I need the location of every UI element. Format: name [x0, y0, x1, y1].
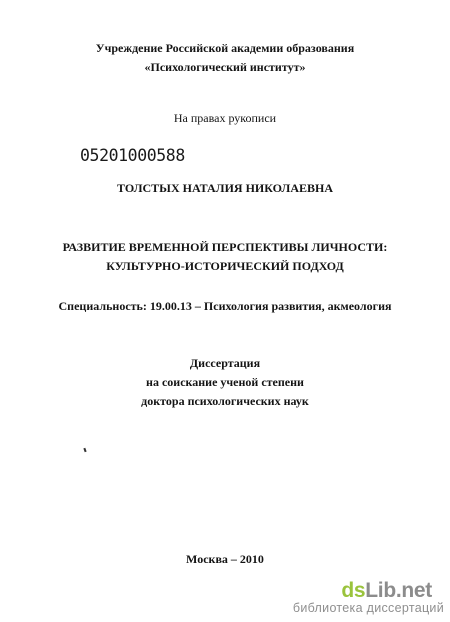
- registration-number: 05201000588: [80, 146, 185, 165]
- specialty-value: 19.00.13 – Психология развития, акмеология: [149, 299, 392, 313]
- institution-name: Учреждение Российской академии образования: [95, 41, 355, 55]
- specialty-label: Специальность:: [58, 299, 147, 313]
- author-name: ТОЛСТЫХ НАТАЛИЯ НИКОЛАЕВНА: [116, 181, 334, 195]
- dslib-watermark: [292, 578, 450, 618]
- work-type-line-1: Диссертация: [189, 356, 261, 370]
- logo-part-lib: Lib.net: [365, 579, 432, 602]
- watermark-tagline: библиотека диссертаций: [292, 601, 444, 615]
- work-type-line-2: на соискание ученой степени: [146, 375, 304, 389]
- dissertation-title-line-2: КУЛЬТУРНО-ИСТОРИЧЕСКИЙ ПОДХОД: [106, 259, 344, 273]
- work-type-line-3: доктора психологических наук: [141, 394, 309, 408]
- city-year: Москва – 2010: [186, 552, 264, 566]
- manuscript-rights-note: На правах рукописи: [173, 111, 277, 125]
- specialty: [0, 300, 450, 312]
- logo-part-ds: ds: [341, 579, 366, 602]
- institution-subname: «Психологический институт»: [144, 60, 306, 74]
- dissertation-title-line-1: РАЗВИТИЕ ВРЕМЕННОЙ ПЕРСПЕКТИВЫ ЛИЧНОСТИ:: [62, 240, 388, 254]
- dslib-logo: [341, 580, 432, 601]
- scan-artifact-mark: [83, 448, 86, 452]
